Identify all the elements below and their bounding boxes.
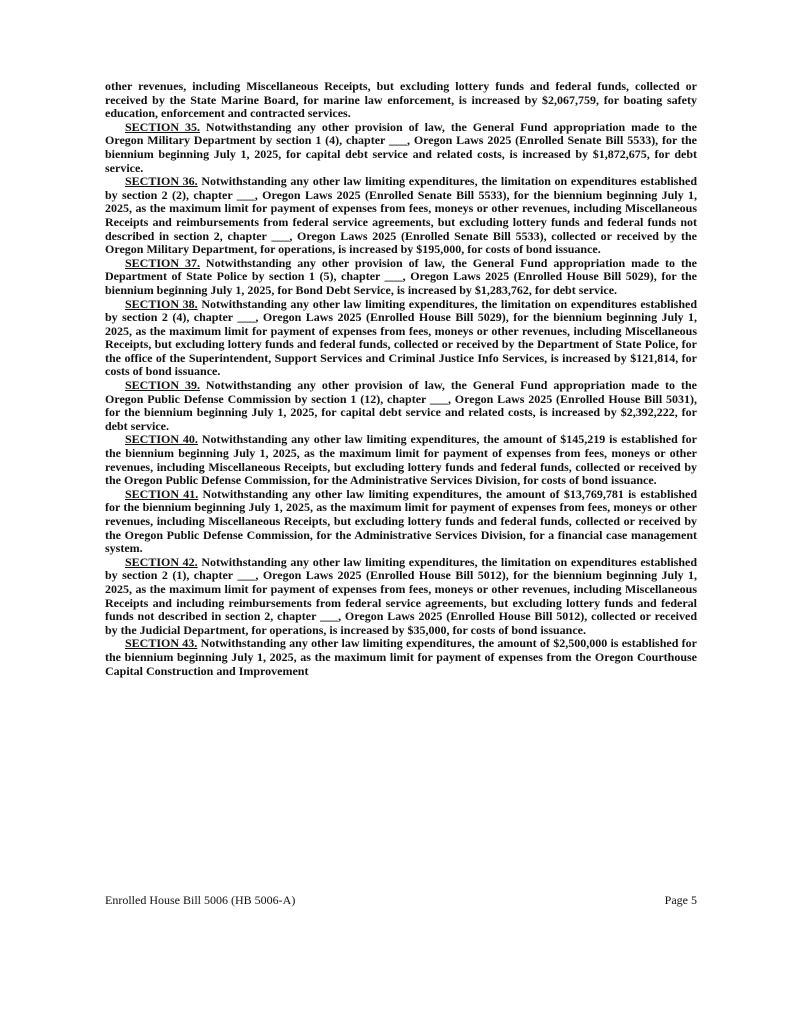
section-paragraph-36 [105, 175, 697, 257]
bill-text-block [105, 80, 697, 678]
section-text: Notwithstanding any other law limiting expenditures, the limitation on expenditures established by section 2 (1), chapter ___, Oregon Laws 2025 (Enrolled House Bill 5012), for the biennium beginning July 1, 2025, as the maximum limit for payment of expenses from fees, moneys or other revenues, including Miscellaneous Receipts and including reimbursements from federal service agreements, but excluding lottery funds and federal funds not described in section 2, chapter ___, Oregon Laws 2025 (Enrolled House Bill 5012), collected or received by the Judicial Department, for operations, is increased by $35,000, for costs of bond issuance. [105, 554, 698, 637]
section-label: SECTION 41. [125, 486, 199, 501]
section-text: Notwithstanding any other provision of law, the General Fund appropriation made to the Oregon Military Department by section 1 (4), chapter ___, Oregon Laws 2025 (Enrolled Senate Bill 5533), for the biennium beginning July 1, 2025, for capital debt service and related costs, is increased by $1,872,675, for debt service. [105, 119, 697, 175]
section-text: Notwithstanding any other law limiting expenditures, the amount of $2,500,000 is established for the biennium beginning July 1, 2025, as the maximum limit for payment of expenses from the Oregon Courthouse Capital Construction and Improvement [105, 636, 697, 678]
section-text: Notwithstanding any other provision of law, the General Fund appropriation made to the Oregon Public Defense Commission by section 1 (12), chapter ___, Oregon Laws 2025 (Enrolled House Bill 5031), for the biennium beginning July 1, 2025, for capital debt service and related costs, is increased by $2,392,222, for debt service. [105, 378, 697, 433]
footer-bill-title: Enrolled House Bill 5006 (HB 5006-A) [105, 893, 296, 907]
section-label: SECTION 37. [125, 255, 200, 270]
section-label: SECTION 36. [125, 174, 198, 189]
section-label: SECTION 40. [125, 432, 198, 447]
section-paragraph-41 [105, 488, 697, 556]
section-paragraph-40 [105, 433, 697, 487]
section-label: SECTION 39. [125, 378, 200, 393]
section-label: SECTION 42. [125, 554, 198, 569]
section-paragraph-37 [105, 257, 697, 298]
section-text: Notwithstanding any other law limiting expenditures, the limitation on expenditures established by section 2 (4), chapter ___, Oregon Laws 2025 (Enrolled House Bill 5029), for the biennium beginning July 1, 2025, as the maximum limit for payment of expenses from fees, moneys or other revenues, including Miscellaneous Receipts, but excluding lottery funds and federal funds, collected or received by the Department of State Police, for the office of the Superintendent, Support Services and Criminal Justice Info Services, is increased by $121,814, for costs of bond issuance. [105, 296, 698, 379]
section-paragraph-39 [105, 379, 697, 433]
continuation-paragraph: other revenues, including Miscellaneous Receipts, but excluding lottery funds and federal funds, collected or received by the State Marine Board, for marine law enforcement, is increased by $2,067,759, for boating safety education, enforcement and contracted services. [105, 79, 697, 121]
section-paragraph-42 [105, 556, 697, 638]
section-label: SECTION 38. [125, 296, 198, 311]
section-label: SECTION 35. [125, 119, 200, 134]
section-paragraph-35 [105, 121, 697, 175]
footer-page-number: Page 5 [664, 893, 697, 907]
section-label: SECTION 43. [125, 636, 198, 651]
section-text: Notwithstanding any other law limiting expenditures, the limitation on expenditures established by section 2 (2), chapter ___, Oregon Laws 2025 (Enrolled Senate Bill 5533), for the biennium beginning July 1, 2025, as the maximum limit for payment of expenses from fees, moneys or other revenues, including Miscellaneous Receipts and reimbursements from federal service agreements, but excluding lottery funds and federal funds not described in section 2, chapter ___, Oregon Laws 2025 (Enrolled Senate Bill 5533), collected or received by the Oregon Military Department, for operations, is increased by $195,000, for costs of bond issuance. [105, 174, 698, 257]
page-footer [105, 893, 697, 908]
section-text: Notwithstanding any other law limiting expenditures, the amount of $13,769,781 is established for the biennium beginning July 1, 2025, as the maximum limit for payment of expenses from fees, moneys or other revenues, including Miscellaneous Receipts, but excluding lottery funds and federal funds, collected or received by the Oregon Public Defense Commission, for the Administrative Services Division, for a financial case management system. [105, 486, 697, 556]
section-text: Notwithstanding any other law limiting expenditures, the amount of $145,219 is established for the biennium beginning July 1, 2025, as the maximum limit for payment of expenses from fees, moneys or other revenues, including Miscellaneous Receipts, but excluding lottery funds and federal funds, collected or received by the Oregon Public Defense Commission, for the Administrative Services Division, for costs of bond issuance. [105, 432, 698, 488]
section-text: Notwithstanding any other provision of law, the General Fund appropriation made to the Department of State Police by section 1 (5), chapter ___, Oregon Laws 2025 (Enrolled House Bill 5029), for the biennium beginning July 1, 2025, for Bond Debt Service, is increased by $1,283,762, for debt service. [105, 255, 697, 297]
section-paragraph-43 [105, 637, 697, 678]
section-paragraph-38 [105, 298, 697, 380]
